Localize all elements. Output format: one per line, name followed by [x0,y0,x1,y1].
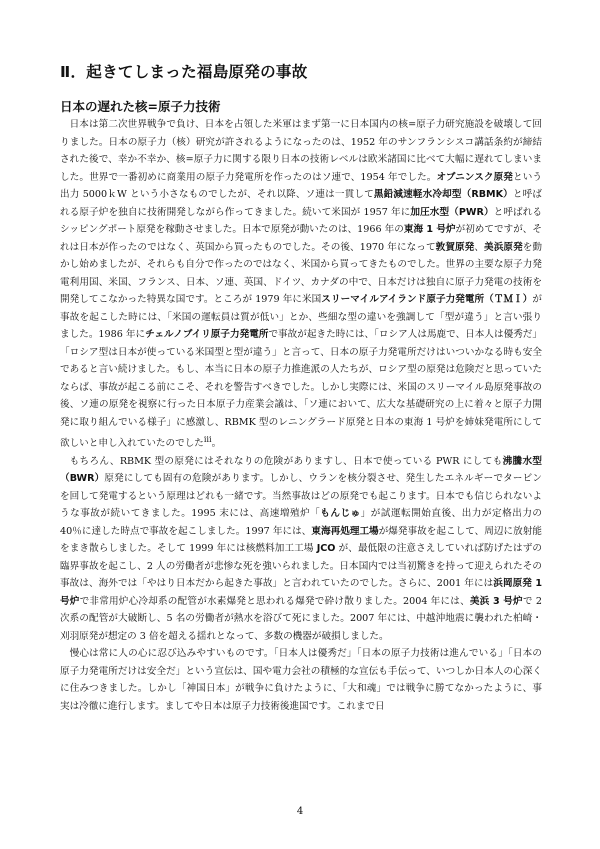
text-run: が爆発事故を起こして、周辺に放射能をまき散らしました。そして 1999 年には核燃料加工工場 [60,525,542,555]
text-run: 慢心は常に人の心に忍び込みやすいものです。「日本人は優秀だ」「日本の原子力技術は進んでいる」「日本の原子力発電所だけは安全だ」という宣伝は、国や電力会社の積極的な宣伝も手伝って、いつしか日本人の心深くに住みつきました。しかし「神国日本」が戦争に負けたように、「大和魂」では戦争に勝てなかったように、事実は冷徹に進行します。ましてや日本は原子力技術後進国です。これまで日 [60,648,542,712]
bold-term: 加圧水型（PWR） [410,206,494,218]
paragraph-1 [60,116,542,453]
text-run: が事故を起こした時には、「米国の運転員は質が低い」とか、些細な型の違いを強調して「型が違う」と言い張りました。1986 年に [60,294,542,340]
text-run: で非常用炉心冷却系の配管が水素爆発と思われる爆発で砕け散りました。2004 年には、 [79,595,470,607]
bold-term: 黒鉛減速軽水冷却型（RBMK） [373,189,513,200]
chapter-title: Ⅱ．起きてしまった福島原発の事故 [60,63,308,81]
bold-term: 美浜 3 号炉 [469,595,523,607]
paragraph-3 [60,645,542,715]
text-run: 。 [211,438,222,450]
bold-term: 敦賀原発 [435,241,475,253]
text-run: 、 [474,241,485,253]
text-run: が初めてですが、それは日本が作ったのではなく、英国から買ったものでした。その後、1970 年になって [60,224,542,253]
text-run: と呼ばれる原子炉を独自に技術開発しながら作ってきました。続いて米国が 1957 年に [60,189,543,218]
bold-term: JCO [316,543,336,555]
bold-term: もんじゅ [320,508,361,520]
text-run: が、最低限の注意さえしていれば防げたはずの臨界事故を起こし、2 人の労働者が悲惨な死を強いられました。日本国内では当初驚きを持って迎えられたその事故は、海外では「やはり日本だから起きた事故」と言われていたのでした。さらに、2001 年には [60,543,542,590]
bold-term: 東海再処理工場 [311,525,379,537]
text-run: 日本は第二次世界戦争で負け、日本を占領した米軍はまず第一に日本国内の核=原子力研究施設を破壊して回りました。日本の原子力（核）研究が許されるようになったのは、1952 年のサンフランシスコ講話条約が締結された後で、幸か不幸か、核=原子力に関する限り日本の技術レベルは欧米諸国に比べて大幅に遅れてしまいました。世界で一番初めに商業用の原子力発電所を作ったのはソ連で、1954 年でした。 [60,119,542,183]
text-run: 」が試運転開始直後、出力が定格出力の 40％に達した時点で事故を起こしました。1997 年には、 [60,508,543,537]
text-run: で事故が起きた時には、「ロシア人は馬鹿で、日本人は優秀だ」「ロシア型は日本が使っている米国型と型が違う」と言って、日本の原子力発電所だけはいついかなる時も安全であると言い続けました。もし、本当に日本の原子力推進派の人たちが、ロシア型の原発は危険だと思っていたならば、事故が起こる前にこそ、それを警告すべきでした。しかし実際には、米国のスリーマイル島原発事故の後、ソ連の原発を視察に行った日本原子力産業会議は、「ソ連において、広大な基礎研究の上に着々と原子力開発に取り組んでいる様子」に感激し、RBMK 型のレニングラード原発と日本の東海 1 号炉を姉妹発電所にして欲しいと申し入れていたのでした [60,329,542,450]
section-heading: 日本の遅れた核=原子力技術 [60,99,221,114]
body-text [60,116,542,715]
bold-term: チェルノブイリ原子力発電所 [145,329,269,340]
bold-term: 東海 1 号炉 [403,224,456,235]
paragraph-2 [60,453,542,646]
bold-term: 沸騰水型（BWR） [60,455,542,485]
text-run: を動かし始めましたが、それらも自分で作ったのではなく、米国から買ってきたものでした。世界の主要な原子力発電利用国、米国、フランス、日本、ソ連、英国、ドイツ、カナダの中で、日本だけは独自に原子力発電の技術を開発してこなかった特異な国です。ところが 1979 年に米国 [60,241,543,305]
bold-term: オブニンスク原発 [436,171,514,183]
bold-term: スリーマイルアイランド原子力発電所（ＴＭＩ） [321,294,533,305]
text-run: という出力 5000ｋW という小さなものでしたが、それ以降、ソ連は一貫して [60,171,543,200]
bold-term: 美浜原発 [484,241,523,253]
text-run: 原発にしても固有の危険があります。しかし、ウランを核分裂させ、発生したエネルギーでタービンを回して発電するという原理はどれも一緒です。当然事故はどの原発でも起こります。日本でも信じられないような事故が続いてきました。1995 末には、高速増殖炉「 [60,473,542,520]
page-number: 4 [296,806,304,817]
footnote-ref: ⅲ [203,435,212,444]
text-run: と呼ばれるシッピングポート原発を稼動させました。日本で原発が動いたのは、1966 年の [60,206,543,235]
text-run: もちろん、RBMK 型の原発にはそれなりの危険がありますし、日本で使っている PWR にしても [69,455,503,467]
text-run: で 2 次系の配管が大破断し、5 名の労働者が熱水を浴びて死にました。2007 年には、中越沖地震に襲われた柏崎・刈羽原発が想定の 3 倍を超える揺れとなって、多数の機器が破損しました。 [60,595,543,642]
bold-term: 浜岡原発 1 号炉 [60,578,543,607]
